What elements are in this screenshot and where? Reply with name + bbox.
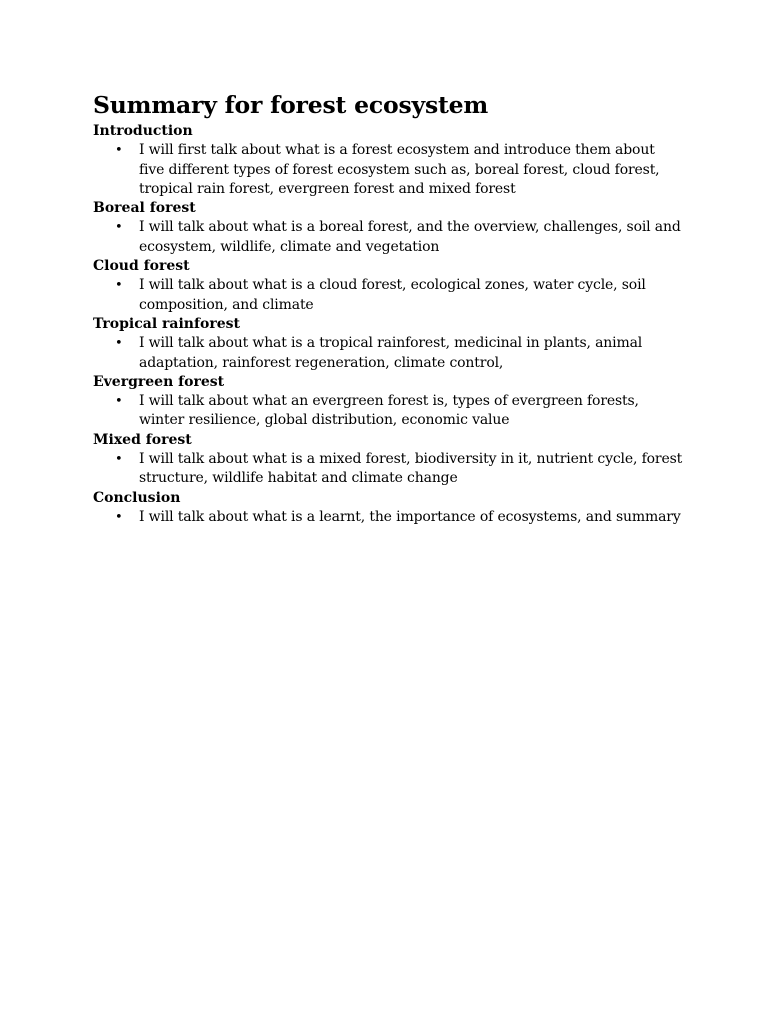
bullet-list [93, 218, 683, 257]
bullet-text: I will first talk about what is a forest ecosystem and introduce them about five different types of forest ecosystem such as, boreal forest, cloud forest, tropical rain forest, evergreen forest and mixed forest [139, 142, 660, 197]
section-heading: Cloud forest [93, 258, 190, 275]
bullet-item [93, 392, 683, 431]
section-heading: Mixed forest [93, 431, 192, 448]
bullet-list [93, 141, 683, 199]
bullet-text: I will talk about what an evergreen forest is, types of evergreen forests, winter resilience, global distribution, economic value [139, 393, 639, 429]
bullet-text: I will talk about what is a learnt, the importance of ecosystems, and summary [139, 508, 681, 525]
section-heading: Tropical rainforest [93, 315, 240, 332]
section-cloud-forest [93, 257, 683, 315]
bullet-list [93, 450, 683, 489]
bullet-item [93, 334, 683, 373]
bullet-item [93, 508, 683, 527]
section-evergreen-forest [93, 373, 683, 431]
section-conclusion [93, 489, 683, 528]
bullet-item [93, 141, 683, 199]
bullet-text: I will talk about what is a mixed forest, biodiversity in it, nutrient cycle, forest structure, wildlife habitat and climate change [139, 451, 683, 487]
bullet-item [93, 276, 683, 315]
bullet-icon: • [115, 452, 123, 468]
section-mixed-forest [93, 431, 683, 489]
bullet-icon: • [115, 394, 123, 410]
bullet-icon: • [115, 509, 123, 525]
bullet-icon: • [115, 278, 123, 294]
document-title: Summary for forest ecosystem [93, 91, 489, 119]
bullet-list [93, 334, 683, 373]
bullet-icon: • [115, 220, 123, 236]
bullet-list [93, 276, 683, 315]
section-introduction [93, 122, 683, 199]
bullet-item [93, 218, 683, 257]
bullet-item [93, 450, 683, 489]
bullet-icon: • [115, 143, 123, 159]
bullet-text: I will talk about what is a boreal forest, and the overview, challenges, soil and ecosystem, wildlife, climate and vegetation [139, 219, 681, 255]
bullet-text: I will talk about what is a cloud forest, ecological zones, water cycle, soil composition, and climate [139, 277, 646, 313]
section-heading: Introduction [93, 123, 193, 139]
bullet-list [93, 392, 683, 431]
bullet-text: I will talk about what is a tropical rainforest, medicinal in plants, animal adaptation, rainforest regeneration, climate control, [139, 335, 643, 371]
document-page [93, 88, 683, 527]
section-boreal-forest [93, 199, 683, 257]
bullet-list [93, 508, 683, 527]
section-heading: Boreal forest [93, 200, 196, 217]
section-heading: Conclusion [93, 489, 181, 506]
section-tropical-rainforest [93, 315, 683, 373]
section-heading: Evergreen forest [93, 373, 225, 390]
bullet-icon: • [115, 336, 123, 352]
